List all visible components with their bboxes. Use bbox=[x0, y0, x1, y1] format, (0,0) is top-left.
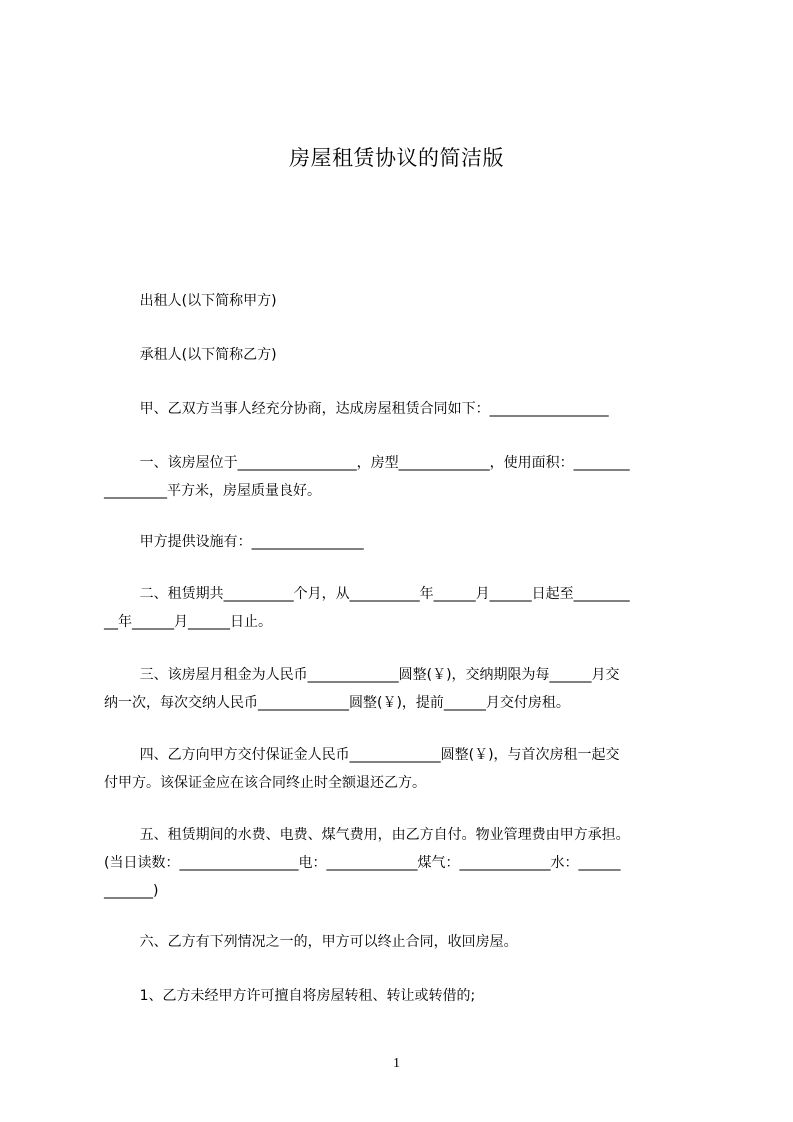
paragraph-clause-3: 三、该房屋月租金为人民币_____________圆整(￥)，交纳期限为每______月交 纳一次，每次交纳人民币_____________圆整(￥)，提前______月交付房租。 bbox=[104, 667, 620, 711]
paragraph-lessor: 出租人(以下简称甲方) bbox=[104, 293, 277, 309]
paragraph-clause-1: 一、该房屋位于_________________，房型_____________，使用面积：________ _________平方米，房屋质量良好。 bbox=[104, 455, 630, 499]
paragraph-clause-6-item-1: 1、乙方未经甲方许可擅自将房屋转租、转让或转借的; bbox=[104, 988, 476, 1004]
paragraph-clause-4: 四、乙方向甲方交付保证金人民币_____________圆整(￥)，与首次房租一起交 付甲方。该保证金应在该合同终止时全额退还乙方。 bbox=[104, 747, 620, 791]
paragraph-clause-5: 五、租赁期间的水费、电费、煤气费用，由乙方自付。物业管理费由甲方承担。 (当日读数：_________________电：_____________煤气：_____________水：______ _______) bbox=[104, 827, 630, 899]
paragraph-agreement-intro: 甲、乙双方当事人经充分协商，达成房屋租赁合同如下：_________________ bbox=[104, 401, 609, 417]
page-number: 1 bbox=[393, 1056, 400, 1071]
paragraph-facilities: 甲方提供设施有：________________ bbox=[104, 534, 364, 550]
paragraph-clause-2: 二、租赁期共__________个月，从__________年______月______日起至________ __年______月______日止。 bbox=[104, 586, 630, 630]
paragraph-lessee: 承租人(以下简称乙方) bbox=[104, 347, 277, 363]
document-title: 房屋租赁协议的简洁版 bbox=[289, 146, 504, 170]
paragraph-clause-6: 六、乙方有下列情况之一的，甲方可以终止合同，收回房屋。 bbox=[104, 934, 518, 950]
